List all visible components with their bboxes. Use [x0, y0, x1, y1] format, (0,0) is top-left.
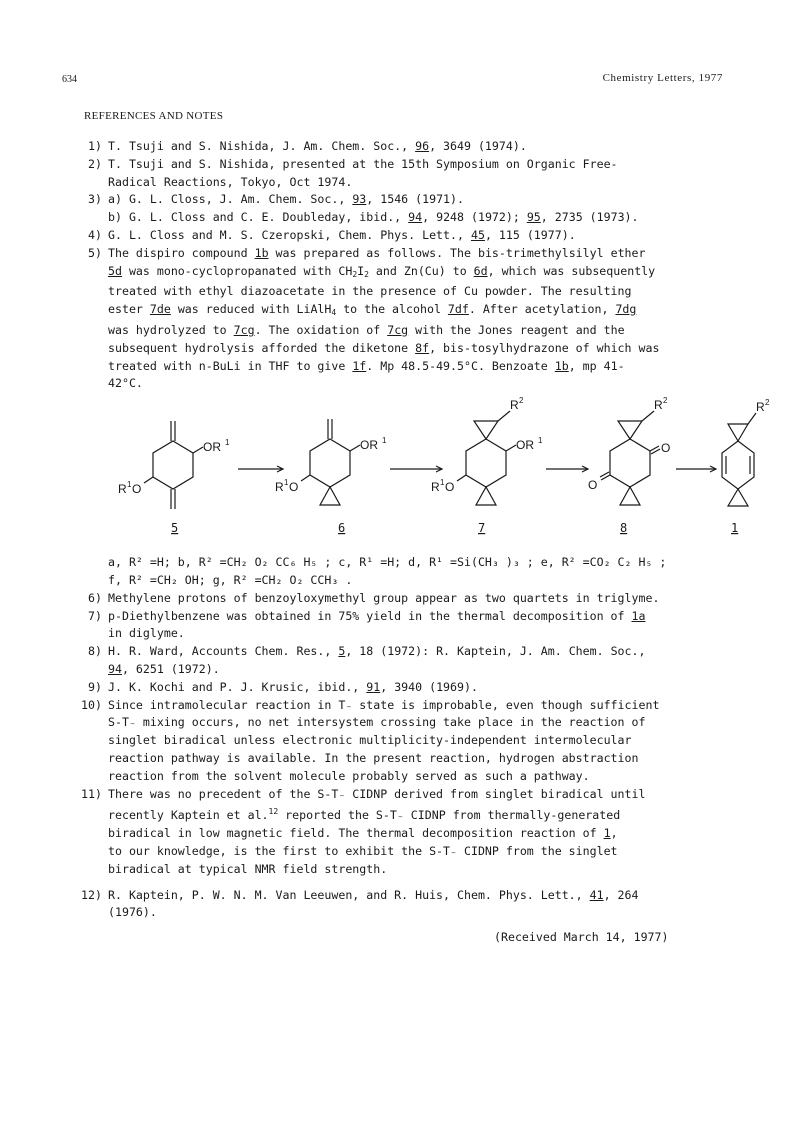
reference-7 — [68, 608, 748, 644]
ref-text: Methylene protons of benzoyloxymethyl group appear as two quartets in triglyme. — [108, 590, 660, 605]
ref-text: biradical in low magnetic field. The thermal decomposition reaction of — [108, 826, 604, 841]
ref-text: reported the S-T₋ CIDNP from thermally-generated — [278, 808, 621, 823]
ref-line — [108, 209, 748, 227]
compound-id: 7de — [149, 302, 171, 317]
ref-volume: 94 — [108, 661, 122, 676]
ref-volume: 91 — [366, 679, 381, 694]
ref-text: G. L. Closs and M. S. Czeropski, Chem. Phys. Lett., — [108, 227, 471, 242]
ref-text: J. K. Kochi and P. J. Krusic, ibid., — [108, 679, 367, 694]
compound-number: 6 — [338, 521, 346, 536]
superscript-label: 2 — [765, 398, 770, 408]
ref-number: 8) — [88, 644, 102, 659]
journal-header: Chemistry Letters, 1977 — [602, 72, 723, 84]
ref-number: 5) — [88, 245, 102, 260]
ref-number: 10) — [81, 697, 102, 712]
ref-number: 12) — [81, 887, 102, 902]
superscript-label: 1 — [440, 478, 445, 488]
ref-text: treated with n-BuLi in THF to give — [108, 358, 353, 373]
r-label: R — [275, 480, 284, 495]
superscript-label: 1 — [538, 436, 543, 446]
ref-line — [108, 887, 748, 905]
ref-line: in diglyme. — [108, 626, 185, 641]
ref-text: , 3649 (1974). — [429, 139, 527, 153]
ref-line — [108, 340, 748, 358]
ref-line: Radical Reactions, Tokyo, Oct 1974. — [108, 174, 353, 189]
ref-volume: 94 — [408, 210, 423, 225]
ref-text: . After acetylation, — [468, 302, 616, 317]
ref-text: . Mp 48.5-49.5°C. Benzoate — [366, 358, 555, 373]
ref-line: reaction pathway is available. In the present reaction, hydrogen abstraction — [108, 750, 639, 765]
ref-text: , 1546 (1971). — [366, 192, 465, 207]
oxygen-label: OR — [516, 438, 534, 453]
ref-line: S-T₋ mixing occurs, no net intersystem crossing take place in the reaction of — [108, 715, 646, 730]
bond — [301, 475, 310, 481]
reference-5 — [68, 245, 770, 590]
bond — [457, 475, 466, 481]
oxygen-label: OR — [360, 438, 378, 453]
compound-id: 1f — [352, 358, 367, 373]
reference-9 — [68, 679, 748, 697]
ref-text: T. Tsuji and S. Nishida, J. Am. Chem. Soc., — [108, 139, 416, 153]
ref-line: singlet biradical unless electronic multiplicity-independent intermolecular — [108, 733, 632, 748]
reference-12 — [68, 887, 748, 923]
ref-text: , which was subsequently — [487, 263, 656, 278]
ref-volume: 45 — [470, 227, 485, 242]
ref-text: H. R. Ward, Accounts Chem. Res., — [108, 644, 339, 659]
bond — [144, 477, 153, 483]
bond — [506, 445, 516, 451]
oxygen-label: O — [445, 480, 455, 495]
ref-line — [108, 301, 748, 322]
r-label: R — [654, 398, 663, 413]
ref-volume: 93 — [352, 192, 367, 207]
ref-line: (1976). — [108, 905, 157, 920]
ref-line — [108, 191, 748, 209]
reference-2 — [68, 156, 748, 192]
synthesis-scheme — [108, 396, 770, 552]
ref-text: I — [357, 263, 365, 278]
compound-id: 7cg — [387, 322, 409, 337]
ref-volume: 41 — [589, 887, 604, 902]
ref-text: was hydrolyzed to — [108, 322, 234, 337]
ref-text: and Zn(Cu) to — [368, 263, 474, 278]
ref-text: , 6251 (1972). — [121, 661, 220, 676]
ref-number: 2) — [88, 156, 102, 171]
r-label: R — [756, 400, 765, 415]
oxygen-label: OR — [203, 440, 221, 455]
ref-text: , 9248 (1972); — [422, 210, 527, 225]
ref-number: 11) — [81, 786, 102, 801]
ref-line — [108, 245, 748, 263]
ring-7 — [466, 439, 506, 487]
compound-number: 1 — [731, 521, 739, 536]
reference-1 — [68, 138, 748, 156]
ref-text: was mono-cyclopropanated with CH — [121, 263, 353, 278]
superscript-label: 2 — [519, 396, 524, 406]
ref-line: Since intramolecular reaction in T₋ state is improbable, even though sufficient — [108, 697, 660, 712]
ref-line — [108, 263, 748, 284]
subscript: 2 — [364, 269, 369, 279]
ref-text: , — [610, 826, 618, 841]
compound-number: 5 — [171, 521, 179, 536]
ring-1 — [722, 441, 754, 489]
ref-text: to the alcohol — [336, 302, 448, 317]
compound-number: 7 — [478, 521, 486, 536]
ref-line — [108, 358, 748, 376]
subscript: 4 — [331, 308, 337, 318]
ref-text: , 2735 (1973). — [540, 210, 639, 225]
ref-line: reaction from the solvent molecule probably served as such a pathway. — [108, 768, 590, 783]
ref-number: 4) — [88, 227, 102, 242]
cyclopropane — [320, 487, 340, 505]
cyclopropane — [728, 489, 748, 506]
ref-text: , 18 (1972): R. Kaptein, J. Am. Chem. Soc., — [345, 644, 646, 659]
reference-list — [68, 138, 770, 922]
received-date: (Received March 14, 1977) — [494, 930, 669, 944]
ref-line — [108, 661, 748, 679]
ref-text: ester — [108, 302, 150, 317]
ref-line: T. Tsuji and S. Nishida, presented at the 15th Symposium on Organic Free- — [108, 156, 618, 171]
ref-text: with the Jones reagent and the — [408, 322, 625, 337]
ring-8 — [610, 439, 650, 487]
ref-text: recently Kaptein et al. — [108, 808, 269, 823]
compound-id: 7dg — [615, 302, 637, 317]
cyclopropane — [620, 487, 640, 505]
r-label: R — [510, 398, 519, 413]
compound-id: 5d — [108, 263, 122, 278]
ref-text: subsequent hydrolysis afforded the diketone — [108, 340, 416, 355]
ref-number: 3) — [88, 192, 102, 207]
page-number: 634 — [62, 74, 77, 85]
ref-number: 1) — [88, 139, 102, 153]
compound-id: 1b — [254, 245, 269, 260]
ref-text: a) G. L. Closs, J. Am. Chem. Soc., — [108, 192, 353, 207]
ref-line: 42°C. — [108, 376, 143, 391]
compound-id: 1a — [631, 608, 646, 623]
ref-number: 6) — [88, 590, 102, 605]
ref-line: treated with ethyl diazoacetate in the presence of Cu powder. The resulting — [108, 284, 632, 299]
reference-4 — [68, 227, 748, 245]
compound-number: 8 — [620, 521, 628, 536]
superscript-label: 2 — [663, 396, 668, 406]
ref-text: , 115 (1977). — [484, 227, 576, 242]
ref-text: was reduced with LiAlH — [170, 302, 332, 317]
compound-id: 7cg — [233, 322, 255, 337]
ref-line — [108, 825, 748, 843]
superscript-label: 1 — [284, 478, 289, 488]
oxygen-label: O — [289, 480, 299, 495]
reference-8 — [68, 643, 748, 679]
ring-6 — [310, 439, 350, 487]
ref-number: 7) — [88, 608, 102, 623]
ref-text: The dispiro compound — [108, 245, 255, 260]
ref-text: , bis-tosylhydrazone of which was — [429, 340, 660, 355]
compound-id: 1 — [603, 826, 611, 841]
ref-volume: 96 — [415, 139, 430, 153]
superscript-label: 1 — [127, 480, 132, 490]
reference-10 — [68, 697, 748, 786]
cyclopropane — [618, 421, 642, 439]
bond — [748, 413, 756, 424]
superscript-label: 1 — [225, 438, 230, 448]
reference-3 — [68, 191, 748, 227]
section-title: REFERENCES AND NOTES — [84, 110, 224, 122]
ref-text: , mp 41- — [568, 358, 625, 373]
r-label: R — [431, 480, 440, 495]
cyclopropane — [476, 487, 496, 505]
superscript-label: 1 — [382, 436, 387, 446]
citation-superscript: 12 — [268, 807, 279, 817]
ref-volume: 95 — [526, 210, 541, 225]
bond — [498, 411, 510, 421]
ref-text: . The oxidation of — [254, 322, 388, 337]
bond — [350, 445, 360, 451]
ref-line: to our knowledge, is the first to exhibit the S-T₋ CIDNP from the singlet — [108, 843, 618, 858]
substituent-legend: a, R² =H; b, R² =CH₂ O₂ CC₆ H₅ ; c, R¹ =H; d, R¹ =Si(CH₃ )₃ ; e, R² =CO₂ C₂ H₅ ; — [108, 555, 667, 570]
ref-line: biradical at typical NMR field strength. — [108, 861, 388, 876]
r-label: R — [118, 482, 127, 497]
scheme-drawing — [108, 396, 770, 552]
oxygen-label: O — [588, 478, 598, 493]
ref-line — [108, 608, 748, 626]
cyclopropane — [728, 424, 748, 441]
substituent-legend: f, R² =CH₂ OH; g, R² =CH₂ O₂ CCH₃ . — [108, 572, 353, 587]
reference-6 — [68, 590, 748, 608]
ref-line — [108, 643, 748, 661]
compound-id: 6d — [473, 263, 488, 278]
ref-line — [108, 803, 748, 825]
subscript: 2 — [352, 269, 358, 279]
ref-text: p-Diethylbenzene was obtained in 75% yield in the thermal decomposition of — [108, 608, 632, 623]
oxygen-label: O — [132, 482, 142, 497]
compound-id: 1b — [554, 358, 569, 373]
reference-11 — [68, 786, 748, 879]
ref-text: , 264 — [603, 887, 639, 902]
oxygen-label: O — [661, 441, 671, 456]
bond — [193, 447, 203, 453]
ref-line — [108, 322, 748, 340]
ref-text: b) G. L. Closs and C. E. Doubleday, ibid., — [108, 210, 409, 225]
ref-text: R. Kaptein, P. W. N. M. Van Leeuwen, and R. Huis, Chem. Phys. Lett., — [108, 887, 590, 902]
bond — [642, 411, 654, 421]
compound-id: 8f — [415, 340, 430, 355]
compound-id: 7df — [447, 302, 469, 317]
ref-text: , 3940 (1969). — [380, 679, 478, 694]
ref-line: There was no precedent of the S-T₋ CIDNP derived from singlet biradical until — [108, 786, 646, 801]
ring-5 — [153, 441, 193, 489]
cyclopropane — [474, 421, 498, 439]
ref-text: was prepared as follows. The bis-trimethylsilyl ether — [268, 245, 646, 260]
ref-volume: 5 — [338, 644, 346, 659]
ref-number: 9) — [88, 679, 102, 694]
